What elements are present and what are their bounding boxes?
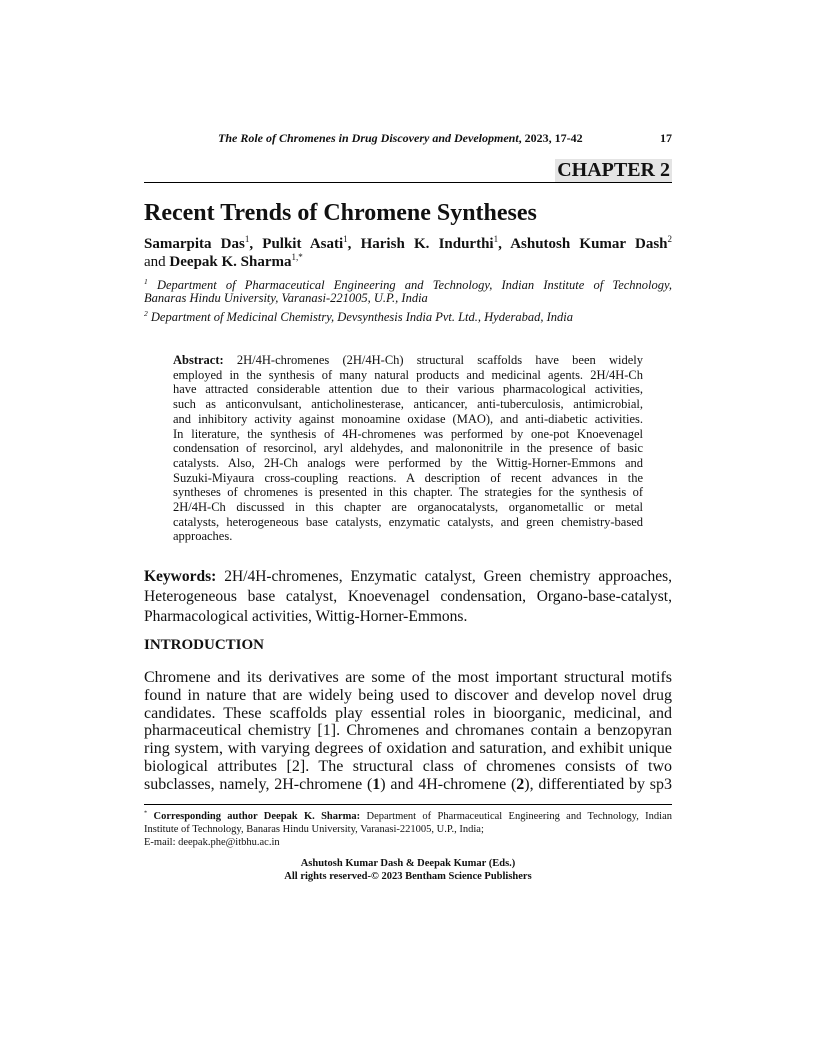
body-line: ring system, with varying degrees of oxidation and saturation, and exhibit unique <box>144 740 672 758</box>
footnote-divider <box>144 804 672 805</box>
author: Harish K. Indurthi <box>360 236 494 252</box>
text: ), differentiated by sp3 <box>524 775 673 793</box>
divider <box>144 182 672 183</box>
keywords-line: Heterogeneous base catalyst, Knoevenagel condensation, Organo-base-catalyst, <box>144 588 672 605</box>
author: Ashutosh Kumar Dash <box>510 236 668 252</box>
abstract-line <box>173 353 643 368</box>
abstract-line: employed in the synthesis of many natural products and medicinal agents. 2H/4H-Ch <box>173 367 643 382</box>
footnote-label: Corresponding author Deepak K. Sharma: <box>147 811 361 822</box>
authors <box>144 235 672 271</box>
footnote <box>144 811 672 849</box>
affiliations <box>144 276 673 324</box>
aff-sup: 1 <box>144 276 148 286</box>
author-sup: 1 <box>244 234 250 244</box>
body-line: Chromene and its derivatives are some of the most important structural motifs <box>144 669 672 686</box>
text: ) and 4H-chromene ( <box>380 775 517 793</box>
abstract-line: Suzuki-Miyaura cross-coupling reactions. A description of recent advances in the <box>173 470 643 485</box>
abstract-line: such as anticonvulsant, anticholinesterase, anticancer, anti-tuberculosis, antimicrobial, <box>173 397 643 412</box>
keywords-label: Keywords: <box>144 568 217 585</box>
introduction-body <box>144 669 672 794</box>
compound-ref: 2 <box>516 775 525 793</box>
aff-text: Banaras Hindu University, Varanasi-221005, U.P., India <box>144 291 428 305</box>
book-title: The Role of Chromenes in Drug Discovery and Development <box>218 131 519 145</box>
section-heading: INTRODUCTION <box>144 637 265 653</box>
aff-text: Department of Pharmaceutical Engineering and Technology, Indian Institute of Technology, <box>156 278 673 292</box>
abstract-line: condensation of resorcinol, aryl aldehydes, and malononitrile in the presence of basic <box>173 441 643 456</box>
body-line: biological attributes [2]. The structural class of chromenes consists of two <box>144 757 672 775</box>
book-meta: , 2023, 17-42 <box>518 131 583 145</box>
body-line: pharmaceutical chemistry [1]. Chromenes and chromanes contain a benzopyran <box>144 722 672 740</box>
publisher-info <box>144 857 672 883</box>
footnote-text: Department of Pharmaceutical Engineering and Technology, Indian <box>360 811 673 822</box>
abstract-line: catalysts. Also, 2H-Ch analogs were performed by the Wittig-Horner-Emmons and <box>173 455 643 470</box>
copyright: All rights reserved-© 2023 Bentham Science Publishers <box>284 871 532 882</box>
abstract-line: and inhibitory activity against monoamine oxidase (MAO), and anti-diabetic activities. <box>173 411 643 426</box>
sep: , <box>498 236 511 252</box>
abstract-label: Abstract: <box>173 353 224 367</box>
abstract-line: catalysts, heterogeneous base catalysts, enzymatic catalysts, and green chemistry-based <box>173 514 643 529</box>
footnote-email: E-mail: deepak.phe@itbhu.ac.in <box>144 836 280 848</box>
abstract <box>173 353 643 544</box>
and: and <box>144 254 170 270</box>
keywords <box>144 567 672 627</box>
chapter-title: Recent Trends of Chromene Syntheses <box>144 200 537 226</box>
aff-sup: 2 <box>144 308 148 318</box>
author-sup: 1 <box>493 234 499 244</box>
body-line: candidates. These scaffolds play essential roles in bioorganic, medicinal, and <box>144 704 672 722</box>
abstract-line: syntheses of chromenes is presented in this chapter. The strategies for the synthesis of <box>173 485 643 500</box>
running-head <box>144 131 672 146</box>
keywords-line: Pharmacological activities, Wittig-Horner-Emmons. <box>144 608 468 625</box>
footnote-line <box>144 811 672 824</box>
body-line <box>144 776 672 794</box>
abstract-line: 2H/4H-Ch discussed in this chapter are organocatalysts, organometallic or metal <box>173 500 643 515</box>
abstract-text: 2H/4H-chromenes (2H/4H-Ch) structural scaffolds have been widely <box>223 353 643 367</box>
footnote-line: Institute of Technology, Banaras Hindu University, Varanasi-221005, U.P., India; <box>144 823 484 835</box>
keywords-text: 2H/4H-chromenes, Enzymatic catalyst, Green chemistry approaches, <box>216 568 672 585</box>
sep: , <box>249 236 263 252</box>
abstract-line: have attracted considerable attention due to their various pharmacological activities, <box>173 382 643 397</box>
footnote-sup: * <box>144 809 148 817</box>
author-sup: 1,* <box>291 252 303 262</box>
body-line: found in nature that are widely being used to discover and develop novel drug <box>144 686 672 704</box>
author: Deepak K. Sharma <box>169 254 292 270</box>
author: Pulkit Asati <box>262 236 344 252</box>
abstract-line: approaches. <box>173 529 233 544</box>
author: Samarpita Das <box>144 236 245 252</box>
abstract-line: In literature, the synthesis of 4H-chromenes was performed by one-pot Knoevenagel <box>173 426 643 441</box>
chapter-label: CHAPTER 2 <box>557 159 670 181</box>
editors: Ashutosh Kumar Dash & Deepak Kumar (Eds.) <box>300 858 516 869</box>
author-sup: 2 <box>667 234 673 244</box>
affiliation-2 <box>144 308 672 324</box>
authors-line-1 <box>144 235 672 253</box>
compound-ref: 1 <box>372 775 381 793</box>
aff-text: Department of Medicinal Chemistry, Devsynthesis India Pvt. Ltd., Hyderabad, India <box>150 310 574 324</box>
text: subclasses, namely, 2H-chromene ( <box>144 775 373 793</box>
page-number: 17 <box>660 131 672 145</box>
keywords-line <box>144 567 672 587</box>
authors-line-2 <box>144 253 672 271</box>
sep: , <box>347 236 361 252</box>
author-sup: 1 <box>343 234 348 244</box>
